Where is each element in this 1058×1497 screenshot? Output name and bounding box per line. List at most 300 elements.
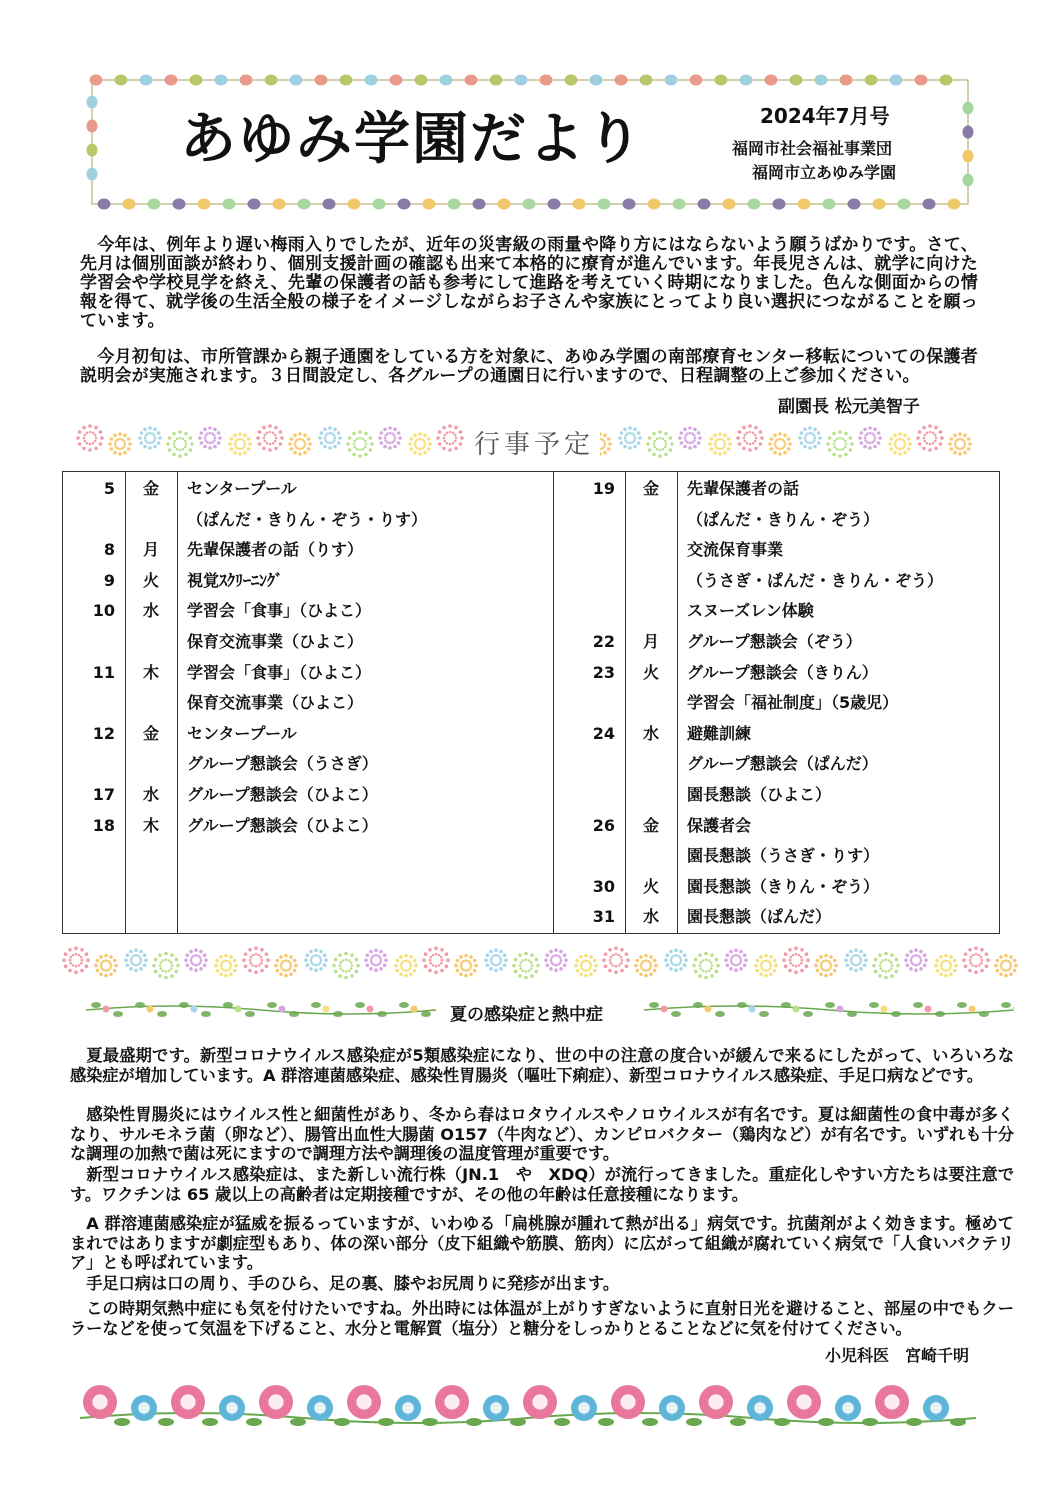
- firework-dot: [333, 445, 337, 449]
- firework-dot: [200, 441, 204, 445]
- firework-dot: [80, 962, 83, 965]
- firework-dot: [512, 964, 516, 968]
- firework-dot: [220, 962, 223, 965]
- firework-dot: [675, 954, 678, 957]
- firework-dot: [896, 438, 899, 441]
- firework-dot: [787, 437, 791, 441]
- firework-dot: [359, 449, 362, 452]
- firework-dot: [996, 969, 1000, 973]
- firework-dot: [94, 440, 97, 443]
- firework-dot: [287, 960, 290, 963]
- firework-dot: [358, 430, 362, 434]
- firework-dot: [1000, 962, 1003, 965]
- firework-dot: [723, 445, 726, 448]
- firework-dot: [159, 964, 162, 967]
- firework-dot: [825, 959, 828, 962]
- firework-dot: [759, 972, 763, 976]
- firework-dot: [319, 950, 323, 954]
- firework-dot: [798, 964, 801, 967]
- firework-dot: [194, 948, 198, 952]
- firework-dot: [172, 432, 176, 436]
- firework-dot: [296, 438, 299, 441]
- firework-dot: [265, 964, 269, 968]
- frame-dot: [565, 75, 578, 86]
- firework-dot: [280, 964, 283, 967]
- vine-leaf: [377, 1011, 387, 1017]
- firework-dot: [665, 443, 668, 446]
- firework-dot: [213, 445, 217, 449]
- firework-dot: [906, 963, 910, 967]
- vine-flower: [411, 1006, 418, 1013]
- vine-leaf: [355, 1002, 365, 1008]
- firework-dot: [795, 965, 798, 968]
- firework-dot: [500, 959, 503, 962]
- firework-dot: [337, 441, 341, 445]
- firework-dot: [834, 446, 837, 449]
- firework-dot: [490, 959, 493, 962]
- schedule-event: 園長懇談（きりん・ぞう）: [687, 876, 880, 896]
- firework-dot: [274, 447, 278, 451]
- firework-dot: [499, 961, 502, 964]
- firework-dot: [258, 954, 261, 957]
- firework-dot: [985, 952, 989, 956]
- vine-leaf: [825, 1002, 835, 1008]
- firework-dot: [779, 448, 782, 451]
- firework-dot: [445, 952, 449, 956]
- firework-dot: [503, 953, 507, 957]
- health-paragraph-3: [70, 1165, 1014, 1204]
- schedule-day: 30: [592, 876, 615, 896]
- firework-dot: [624, 437, 627, 440]
- firework-dot: [397, 441, 401, 445]
- firework-dot: [143, 963, 147, 967]
- firework-dot: [594, 964, 598, 968]
- firework-dot: [298, 452, 302, 456]
- firework-dot: [440, 969, 444, 973]
- firework-dot: [629, 442, 632, 445]
- firework-dot: [923, 437, 926, 440]
- firework-dot: [383, 963, 387, 967]
- firework-dot: [639, 955, 643, 959]
- vine-leaf: [91, 1002, 101, 1008]
- firework-dot: [418, 432, 422, 436]
- firework-dot: [265, 952, 269, 956]
- firework-dot: [424, 443, 427, 446]
- firework-dot: [234, 445, 237, 448]
- firework-dot: [781, 447, 784, 450]
- firework-dot: [653, 969, 657, 973]
- vine-leaf: [649, 1002, 659, 1008]
- firework-dot: [519, 964, 522, 967]
- firework-dot: [608, 948, 612, 952]
- firework-dot: [894, 443, 897, 446]
- firework-dot: [80, 948, 84, 952]
- firework-dot: [469, 962, 472, 965]
- firework-dot: [754, 426, 758, 430]
- firework-dot: [934, 447, 938, 451]
- firework-dot: [949, 962, 952, 965]
- firework-dot: [402, 969, 405, 972]
- firework-dot: [646, 442, 650, 446]
- firework-dot: [174, 440, 177, 443]
- firework-dot: [333, 434, 336, 437]
- firework-dot: [803, 445, 807, 449]
- firework-dot: [686, 441, 689, 444]
- flower-center: [796, 1394, 811, 1409]
- vine-leaf: [290, 1418, 306, 1426]
- firework-dot: [963, 451, 967, 455]
- health-paragraph-4-text: A 群溶連菌感染症が猛威を振るっていますが、いわゆる「扁桃腺が腫れて熱が出る」病気です。抗菌剤がよく効きます。極めてまれではありますが劇症型もあり、体の深い部分（皮下組織や筋膜、筋肉）に広がって組織が腐れていく病気で「人食いバクテリア」とも呼ばれています。: [70, 1214, 1014, 1273]
- firework-dot: [312, 963, 315, 966]
- firework-dot: [285, 969, 288, 972]
- firework-dot: [954, 443, 957, 446]
- firework-dot: [440, 956, 443, 959]
- firework-dot: [139, 956, 142, 959]
- firework-dot: [833, 969, 837, 973]
- firework-dot: [828, 436, 832, 440]
- firework-dot: [716, 438, 719, 441]
- firework-dot: [705, 970, 708, 973]
- frame-dot: [440, 75, 453, 86]
- issue-date: 2024年7月号: [760, 104, 890, 128]
- firework-dot: [459, 442, 463, 446]
- firework-dot: [954, 445, 957, 448]
- schedule-day: 9: [103, 570, 115, 590]
- firework-dot: [168, 959, 171, 962]
- firework-dot: [769, 962, 772, 965]
- schedule-weekday: [625, 566, 677, 597]
- firework-dot: [724, 958, 728, 962]
- firework-dot: [170, 953, 174, 957]
- firework-dot: [739, 961, 742, 964]
- firework-dot: [980, 969, 984, 973]
- firework-dot: [344, 952, 348, 956]
- firework-dot: [704, 976, 708, 980]
- flower-center: [490, 1402, 502, 1414]
- firework-dot: [932, 432, 935, 435]
- firework-dot: [165, 958, 168, 961]
- firework-dot: [241, 438, 244, 441]
- firework-dot: [969, 959, 972, 962]
- firework-dot: [74, 946, 78, 950]
- schedule-weekday: [625, 688, 677, 719]
- firework-dot: [499, 967, 503, 971]
- firework-dot: [863, 963, 867, 967]
- firework-dot: [868, 446, 872, 450]
- firework-dot: [693, 445, 697, 449]
- firework-dot: [319, 961, 322, 964]
- firework-dot: [874, 970, 878, 974]
- firework-dot: [880, 967, 883, 970]
- firework-dot: [293, 959, 297, 963]
- firework-dot: [520, 961, 523, 964]
- firework-dot: [884, 976, 888, 980]
- firework-dot: [158, 953, 162, 957]
- firework-dot: [912, 955, 915, 958]
- schedule-weekday: [625, 780, 677, 811]
- firework-dot: [967, 437, 971, 441]
- firework-dot: [618, 964, 621, 967]
- firework-dot: [860, 431, 864, 435]
- firework-dot: [400, 964, 403, 967]
- firework-dot: [452, 442, 455, 445]
- firework-dot: [338, 953, 342, 957]
- firework-dot: [153, 445, 157, 449]
- frame-dot: [190, 75, 203, 86]
- vine-flower: [103, 1006, 110, 1013]
- firework-dot: [100, 962, 103, 965]
- firework-dot: [178, 454, 182, 458]
- firework-dot: [243, 434, 247, 438]
- firework-dot: [844, 446, 847, 449]
- firework-dot: [268, 448, 272, 452]
- firework-dot: [520, 967, 523, 970]
- firework-dot: [767, 960, 770, 963]
- vine-leaf: [157, 1011, 167, 1017]
- firework-dot: [859, 956, 862, 959]
- vine-leaf: [510, 1418, 526, 1426]
- health-paragraph-2: [70, 1105, 1014, 1164]
- firework-dot: [618, 436, 622, 440]
- firework-dot: [607, 447, 611, 451]
- firework-dot: [754, 447, 758, 451]
- firework-dot: [923, 963, 927, 967]
- firework-dot: [669, 436, 673, 440]
- firework-dot: [833, 959, 837, 963]
- firework-dot: [274, 440, 277, 443]
- frame-dot: [540, 75, 553, 86]
- firework-dot: [369, 950, 373, 954]
- firework-dot: [165, 970, 168, 973]
- firework-dot: [602, 958, 606, 962]
- schedule-day: [63, 505, 115, 536]
- frame-dot: [648, 199, 661, 210]
- firework-dot: [211, 441, 214, 444]
- firework-dot: [444, 440, 447, 443]
- firework-dot: [792, 954, 795, 957]
- flower-center: [268, 1394, 283, 1409]
- frame-dot: [348, 199, 361, 210]
- firework-dot: [160, 961, 163, 964]
- schedule-event: 園長懇談（ぱんだ）: [687, 907, 832, 927]
- firework-dot: [626, 441, 629, 444]
- firework-dot: [708, 969, 711, 972]
- firework-dot: [903, 451, 907, 455]
- firework-dot: [828, 448, 832, 452]
- firework-dot: [319, 967, 323, 971]
- vine-leaf: [422, 1418, 438, 1426]
- firework-dot: [248, 948, 252, 952]
- firework-dot: [78, 964, 81, 967]
- vine-flower: [323, 1006, 330, 1013]
- firework-dot: [604, 964, 608, 968]
- firework-dot: [435, 965, 438, 968]
- firework-dot: [164, 976, 168, 980]
- firework-dot: [834, 964, 838, 968]
- firework-dot: [88, 448, 92, 452]
- firework-dot: [610, 962, 613, 965]
- health-paragraph-6: [70, 1299, 1014, 1338]
- firework-dot: [649, 962, 652, 965]
- flower-center: [92, 1394, 107, 1409]
- schedule-weekday: 月: [642, 632, 659, 651]
- firework-dot: [739, 956, 742, 959]
- firework-dot: [428, 442, 432, 446]
- firework-dot: [153, 439, 156, 442]
- vine-flower: [749, 1006, 756, 1013]
- firework-dot: [499, 956, 502, 959]
- firework-decoration-band-2: [62, 944, 1024, 980]
- firework-dot: [255, 953, 258, 956]
- frame-dot: [498, 199, 511, 210]
- firework-dot: [945, 959, 948, 962]
- firework-dot: [926, 442, 929, 445]
- firework-dot: [860, 959, 863, 962]
- firework-dot: [879, 964, 882, 967]
- firework-dot: [203, 953, 207, 957]
- firework-dot: [620, 431, 624, 435]
- frame-dot: [323, 199, 336, 210]
- firework-dot: [694, 437, 697, 440]
- firework-dot: [85, 952, 89, 956]
- firework-dot: [220, 967, 223, 970]
- firework-dot: [260, 969, 264, 973]
- firework-dot: [138, 436, 142, 440]
- frame-dot: [465, 75, 478, 86]
- firework-dot: [700, 961, 703, 964]
- vine-leaf: [906, 1418, 922, 1426]
- firework-dot: [455, 437, 458, 440]
- firework-dot: [948, 442, 952, 446]
- firework-dot: [963, 434, 967, 438]
- intro-paragraph-2-text: 今月初旬は、市所管課から親子通園をしている方を対象に、あゆみ学園の南部療育センター移転についての保護者説明会が実施されます。３日間設定し、各グループの通園日に行いますので、日程調整の上ご参加ください。: [80, 347, 978, 386]
- firework-dot: [850, 961, 853, 964]
- firework-dot: [919, 950, 923, 954]
- firework-dot: [266, 958, 270, 962]
- firework-dot: [688, 446, 692, 450]
- firework-dot: [652, 432, 656, 436]
- firework-dot: [129, 967, 133, 971]
- firework-dot: [813, 445, 817, 449]
- firework-dot: [710, 974, 714, 978]
- firework-dot: [303, 451, 307, 455]
- firework-dot: [366, 963, 370, 967]
- firework-dot: [794, 970, 798, 974]
- firework-dot: [710, 447, 714, 451]
- firework-dot: [100, 436, 104, 440]
- firework-dot: [280, 967, 283, 970]
- vine-leaf: [267, 1002, 277, 1008]
- firework-dot: [901, 438, 904, 441]
- flower-center: [226, 1402, 238, 1414]
- firework-dot: [974, 970, 978, 974]
- firework-dot: [645, 969, 648, 972]
- firework-dot: [760, 964, 763, 967]
- firework-dot: [114, 443, 117, 446]
- firework-dot: [197, 963, 200, 966]
- firework-dot: [917, 963, 920, 966]
- firework-dot: [372, 963, 375, 966]
- firework-dot: [134, 968, 138, 972]
- firework-dot: [279, 430, 283, 434]
- firework-dot: [243, 451, 247, 455]
- firework-dot: [179, 437, 182, 440]
- vine-flower: [661, 1006, 668, 1013]
- schedule-day: 22: [592, 632, 615, 651]
- firework-dot: [648, 448, 652, 452]
- firework-dot: [554, 948, 558, 952]
- firework-dot: [776, 438, 779, 441]
- frame-dot: [165, 75, 178, 86]
- firework-dot: [735, 964, 738, 967]
- firework-dot: [213, 439, 216, 442]
- firework-dot: [338, 974, 342, 978]
- schedule-weekday: 金: [142, 479, 159, 498]
- firework-dot: [438, 430, 442, 434]
- schedule-event: グループ懇談会（ぞう）: [687, 632, 862, 651]
- firework-dot: [262, 447, 266, 451]
- firework-dot: [816, 959, 820, 963]
- firework-dot: [968, 442, 972, 446]
- firework-dot: [419, 438, 422, 441]
- firework-dot: [557, 955, 560, 958]
- firework-dot: [939, 430, 943, 434]
- firework-dot: [612, 954, 615, 957]
- firework-dot: [386, 432, 389, 435]
- firework-dot: [664, 453, 668, 457]
- frame-dot: [87, 144, 98, 157]
- firework-dot: [653, 443, 656, 446]
- firework-dot: [400, 962, 403, 965]
- health-paragraph-1: [70, 1046, 1014, 1085]
- firework-dot: [432, 954, 435, 957]
- firework-dot: [704, 952, 708, 956]
- firework-dot: [795, 953, 798, 956]
- firework-dot: [274, 964, 278, 968]
- vine-leaf: [201, 1011, 211, 1017]
- firework-dot: [247, 447, 251, 451]
- flower-center: [578, 1402, 590, 1414]
- firework-dot: [530, 974, 534, 978]
- firework-dot: [208, 426, 212, 430]
- flower-center: [666, 1402, 678, 1414]
- firework-dot: [130, 961, 133, 964]
- firework-dot: [783, 451, 787, 455]
- schedule-weekday: 木: [142, 815, 159, 835]
- firework-dot: [790, 956, 793, 959]
- firework-dot: [710, 437, 714, 441]
- firework-dot: [832, 453, 836, 457]
- firework-dot: [128, 442, 132, 446]
- firework-dot: [88, 424, 92, 428]
- firework-dot: [94, 964, 98, 968]
- firework-dot: [272, 432, 275, 435]
- firework-dot: [776, 447, 779, 450]
- firework-dot: [915, 954, 918, 957]
- firework-dot: [355, 970, 359, 974]
- firework-dot: [323, 428, 327, 432]
- firework-dot: [864, 439, 867, 442]
- firework-dot: [388, 426, 392, 430]
- firework-dot: [914, 948, 918, 952]
- firework-dot: [266, 432, 269, 435]
- firework-dot: [64, 952, 68, 956]
- firework-dot: [790, 962, 793, 965]
- firework-dot: [579, 972, 583, 976]
- firework-dot: [339, 964, 342, 967]
- firework-dot: [679, 956, 682, 959]
- firework-dot: [744, 958, 748, 962]
